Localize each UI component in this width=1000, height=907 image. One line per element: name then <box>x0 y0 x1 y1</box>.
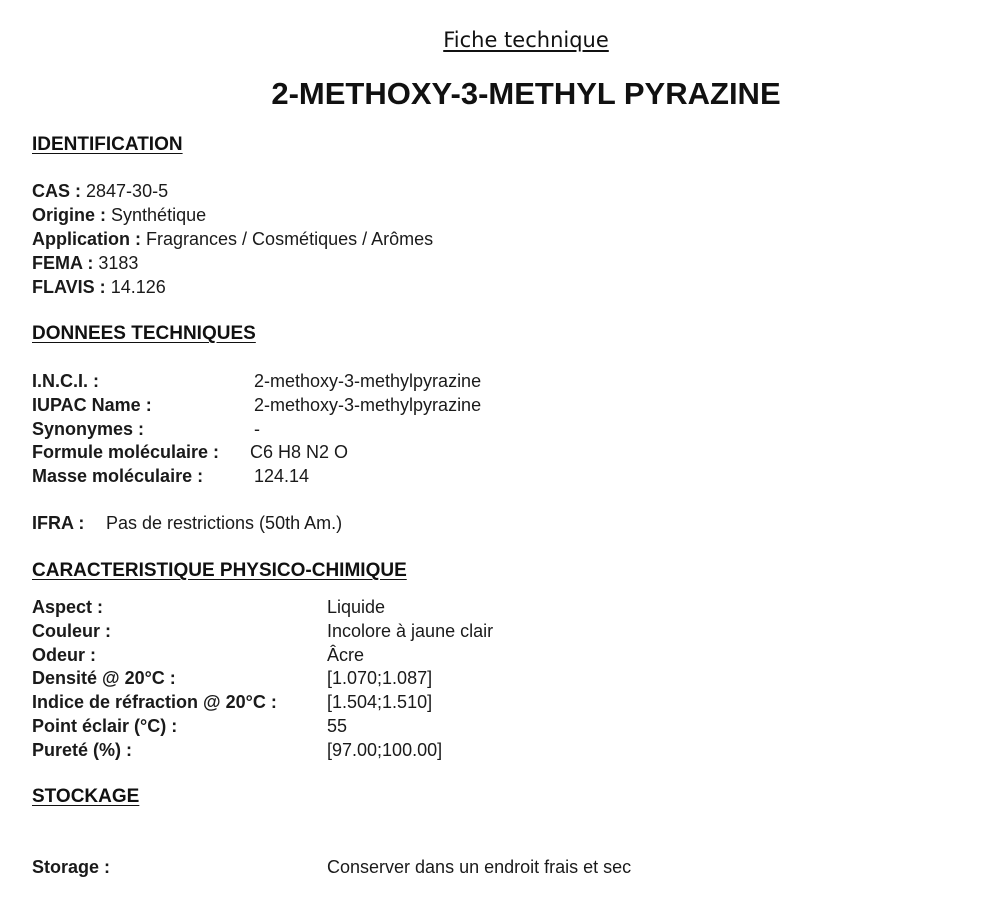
field-label: FLAVIS : <box>32 277 106 297</box>
field-label-purete: Pureté (%) : <box>32 740 133 760</box>
field-value-synonymes: - <box>254 419 260 439</box>
field-label-inci: I.N.C.I. : <box>32 371 99 391</box>
field-label-formule: Formule moléculaire : <box>32 442 220 462</box>
field-value: 2847-30-5 <box>86 181 169 201</box>
field-label: FEMA : <box>32 253 94 273</box>
field-label-aspect: Aspect : <box>32 597 104 617</box>
field-value: Fragrances / Cosmétiques / Arômes <box>146 229 434 249</box>
product-name: 2-METHOXY-3-METHYL PYRAZINE <box>271 76 781 111</box>
field-value-odeur: Âcre <box>327 645 365 665</box>
field-label-masse: Masse moléculaire : <box>32 466 204 486</box>
field-value-iupac: 2-methoxy-3-methylpyrazine <box>254 395 482 415</box>
field-label-couleur: Couleur : <box>32 621 111 641</box>
document-title: Fiche technique <box>443 28 609 52</box>
field-value: Synthétique <box>111 205 207 225</box>
field-value-point-eclair: 55 <box>327 716 348 736</box>
section-heading-donnees-techniques: DONNEES TECHNIQUES <box>32 323 256 344</box>
field-application <box>32 229 433 250</box>
field-label-iupac: IUPAC Name : <box>32 395 152 415</box>
field-fema <box>32 253 138 274</box>
field-value-densite: [1.070;1.087] <box>327 668 433 688</box>
field-value: 14.126 <box>110 277 166 297</box>
field-label-densite: Densité @ 20°C : <box>32 668 176 688</box>
section-heading-physico-chimique: CARACTERISTIQUE PHYSICO-CHIMIQUE <box>32 560 407 581</box>
field-label-ifra: IFRA : <box>32 513 85 533</box>
field-label: Origine : <box>32 205 107 225</box>
field-value-inci: 2-methoxy-3-methylpyrazine <box>254 371 482 391</box>
section-heading-stockage: STOCKAGE <box>32 786 140 807</box>
field-value-couleur: Incolore à jaune clair <box>327 621 494 641</box>
field-label-indice-refraction: Indice de réfraction @ 20°C : <box>32 692 277 712</box>
section-heading-identification: IDENTIFICATION <box>32 134 183 155</box>
field-label-storage: Storage : <box>32 857 111 877</box>
field-label-point-eclair: Point éclair (°C) : <box>32 716 178 736</box>
field-origine <box>32 205 206 226</box>
field-value-ifra: Pas de restrictions (50th Am.) <box>106 513 343 533</box>
field-label: CAS : <box>32 181 81 201</box>
field-label-odeur: Odeur : <box>32 645 97 665</box>
field-label: Application : <box>32 229 141 249</box>
field-value-aspect: Liquide <box>327 597 386 617</box>
field-label-synonymes: Synonymes : <box>32 419 145 439</box>
field-cas <box>32 181 168 202</box>
field-value: 3183 <box>98 253 139 273</box>
field-flavis <box>32 277 166 298</box>
field-value-indice-refraction: [1.504;1.510] <box>327 692 433 712</box>
field-value-formule: C6 H8 N2 O <box>250 442 349 462</box>
field-value-storage: Conserver dans un endroit frais et sec <box>327 857 632 877</box>
field-value-masse: 124.14 <box>254 466 310 486</box>
field-value-purete: [97.00;100.00] <box>327 740 443 760</box>
